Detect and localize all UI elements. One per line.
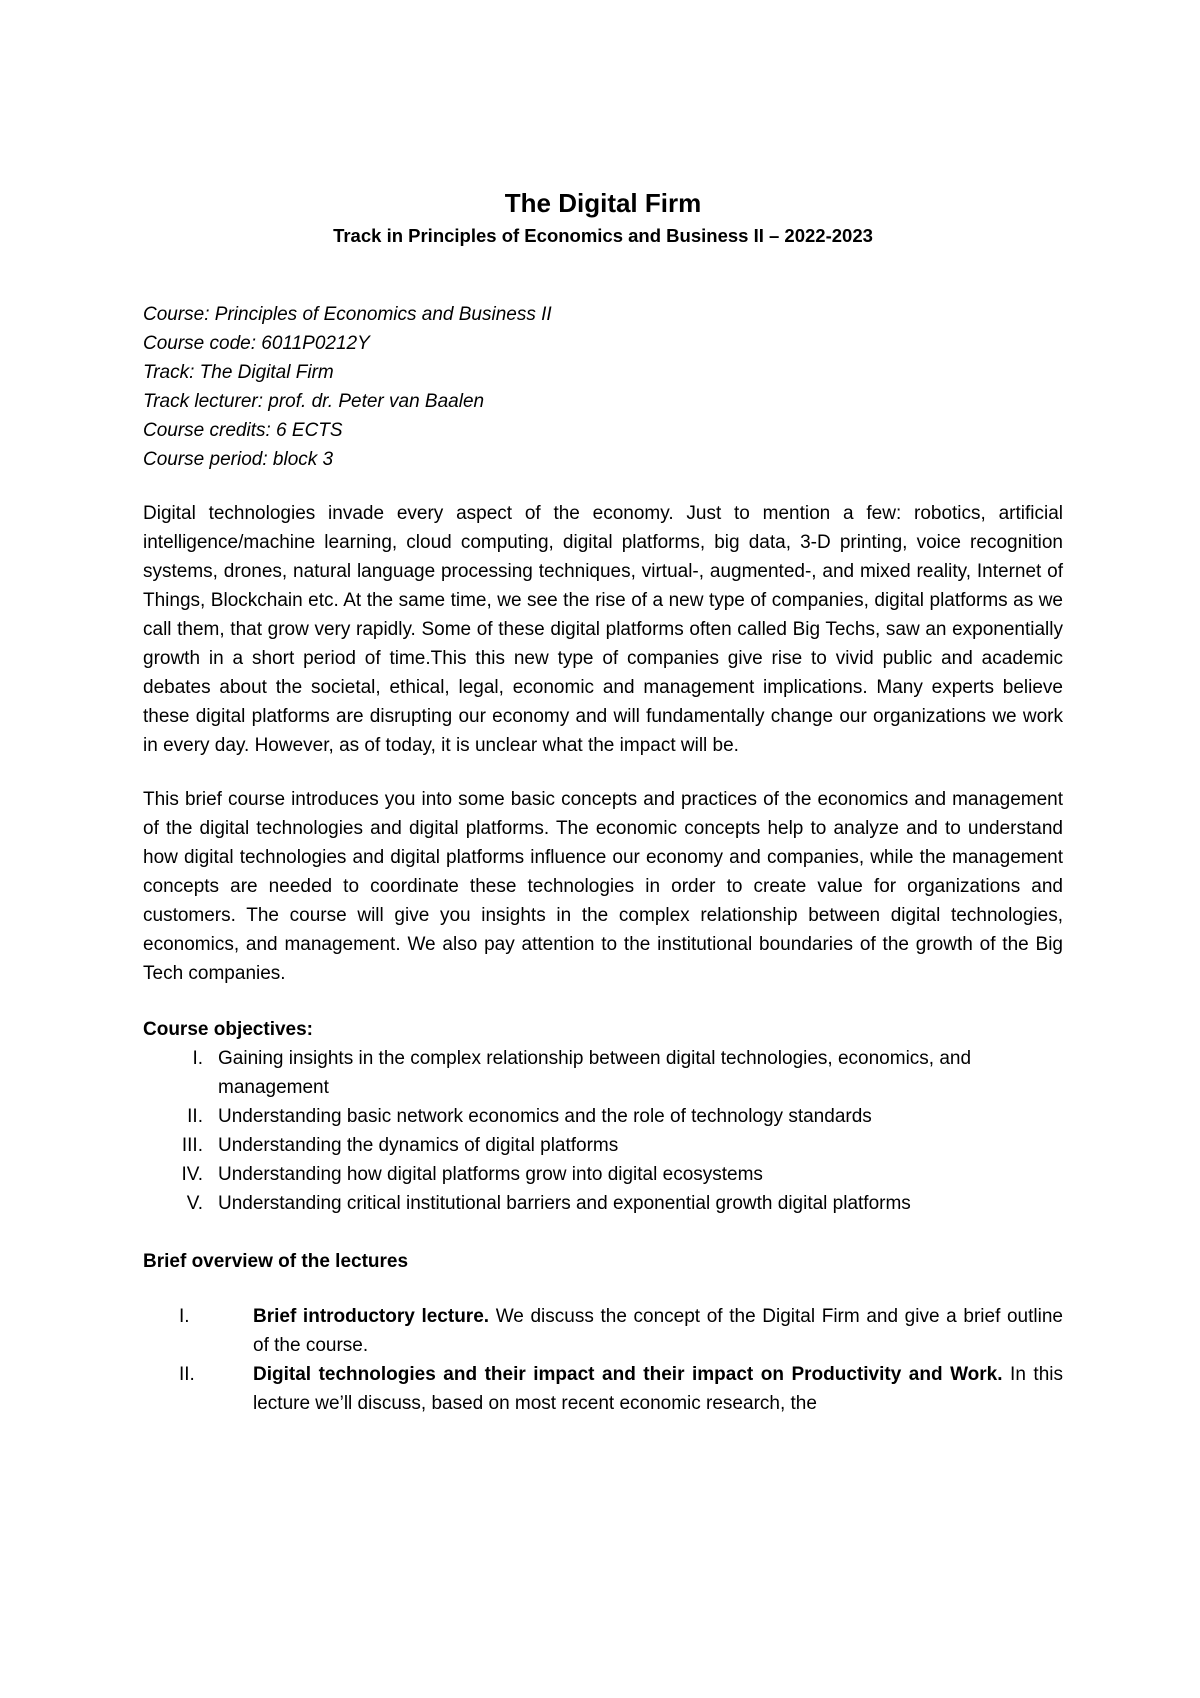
objectives-heading: Course objectives:	[143, 1019, 313, 1040]
objective-number: V.	[186, 1193, 203, 1214]
objective-item	[143, 1160, 1063, 1189]
meta-course-code: Course code: 6011P0212Y	[143, 333, 370, 354]
lecture-number: II.	[179, 1364, 195, 1385]
objectives-list	[143, 1044, 1063, 1218]
meta-course: Course: Principles of Economics and Business II	[143, 304, 552, 325]
lecture-item	[143, 1360, 1063, 1418]
document-title: The Digital Firm	[504, 188, 702, 218]
document-subtitle: Track in Principles of Economics and Business II – 2022-2023	[333, 225, 873, 246]
objective-item	[143, 1102, 1063, 1131]
lectures-heading: Brief overview of the lectures	[143, 1251, 409, 1272]
meta-credits: Course credits: 6 ECTS	[143, 420, 343, 441]
meta-track: Track: The Digital Firm	[143, 362, 334, 383]
meta-period: Course period: block 3	[143, 449, 334, 470]
objective-number: II.	[187, 1106, 203, 1127]
objective-text: Understanding basic network economics and the role of technology standards	[218, 1106, 872, 1127]
lecture-number: I.	[179, 1306, 190, 1327]
lecture-description: In this lecture we’ll discuss, based on most recent economic research, the	[253, 1364, 1063, 1414]
lecture-description: We discuss the concept of the Digital Firm and give a brief outline of the course.	[253, 1306, 1063, 1356]
objective-text: Understanding how digital platforms grow into digital ecosystems	[218, 1164, 763, 1185]
lecture-title: Digital technologies and their impact and their impact on Productivity and Work.	[253, 1364, 1003, 1385]
objective-item	[143, 1189, 1063, 1218]
objective-text: Gaining insights in the complex relationship between digital technologies, economics, and management	[218, 1048, 972, 1098]
objective-number: III.	[181, 1135, 203, 1156]
course-meta	[143, 300, 1063, 474]
lecture-item	[143, 1302, 1063, 1360]
course-description-paragraph: This brief course introduces you into some basic concepts and practices of the economics and management of the digital technologies and digital platforms. The economic concepts help to analyze and to understand how digital technologies and digital platforms influence our economy and companies, while the management concepts are needed to coordinate these technologies in order to create value for organizations and customers. The course will give you insights in the complex relationship between digital technologies, economics, and management. We also pay attention to the institutional boundaries of the growth of the Big Tech companies.	[143, 789, 1063, 984]
meta-lecturer: Track lecturer: prof. dr. Peter van Baalen	[143, 391, 485, 412]
objective-text: Understanding the dynamics of digital platforms	[218, 1135, 619, 1156]
objective-item	[143, 1131, 1063, 1160]
document-page	[143, 186, 1063, 1418]
intro-paragraph: Digital technologies invade every aspect of the economy. Just to mention a few: robotics, artificial intelligence/machine learning, cloud computing, digital platforms, big data, 3-D printing, voice recognition systems, drones, natural language processing techniques, virtual-, augmented-, and mixed reality, Internet of Things, Blockchain etc. At the same time, we see the rise of a new type of companies, digital platforms as we call them, that grow very rapidly. Some of these digital platforms often called Big Techs, saw an exponentially growth in a short period of time.This this new type of companies give rise to vivid public and academic debates about the societal, ethical, legal, economic and management implications. Many experts believe these digital platforms are disrupting our economy and will fundamentally change our organizations we work in every day. However, as of today, it is unclear what the impact will be.	[143, 503, 1063, 756]
lecture-title: Brief introductory lecture.	[253, 1306, 490, 1327]
lectures-list	[143, 1302, 1063, 1418]
objective-number: IV.	[181, 1164, 203, 1185]
objective-number: I.	[192, 1048, 203, 1069]
objective-text: Understanding critical institutional barriers and exponential growth digital platforms	[218, 1193, 911, 1214]
objective-item	[143, 1044, 1063, 1102]
